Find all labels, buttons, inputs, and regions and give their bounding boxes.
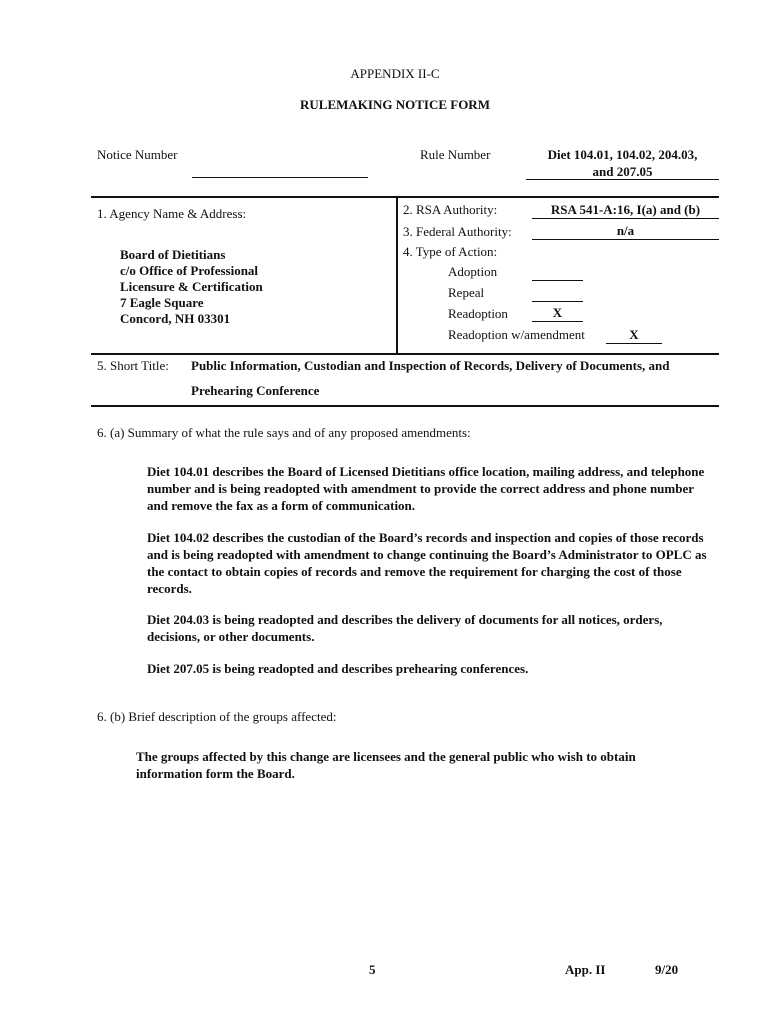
- summary-label: 6. (a) Summary of what the rule says and of any proposed amendments:: [97, 425, 471, 440]
- rule-number-line2: and 207.05: [592, 164, 653, 179]
- repeal-field[interactable]: [532, 301, 583, 302]
- agency-line-2: c/o Office of Professional: [120, 263, 259, 278]
- summary-paragraph-3: Diet 204.03 is being readopted and describes the delivery of documents for all notices, orders, decisions, or other documents.: [147, 612, 663, 644]
- readoption-amendment-mark[interactable]: X: [629, 327, 639, 342]
- repeal-label: Repeal: [448, 285, 485, 300]
- summary-paragraph-2: Diet 104.02 describes the custodian of the Board’s records and inspection and copies of those records and is being readopted with amendment to change continuing the Board’s Administrator to OPLC as the contact to obtain copies of records and remove the requirement for charging the cost of those records.: [147, 530, 707, 596]
- page-number: 5: [369, 962, 376, 977]
- groups-label: 6. (b) Brief description of the groups affected:: [97, 709, 337, 724]
- appendix-label: APPENDIX II-C: [350, 66, 440, 81]
- adoption-field[interactable]: [532, 280, 583, 281]
- revision-date: 9/20: [655, 962, 679, 977]
- federal-authority-value: n/a: [616, 223, 635, 238]
- appendix-footer: App. II: [565, 962, 606, 977]
- rsa-authority-underline: [532, 218, 719, 219]
- readoption-underline: [532, 321, 583, 322]
- agency-line-4: 7 Eagle Square: [120, 295, 204, 310]
- short-title-line2: Prehearing Conference: [191, 383, 320, 398]
- type-of-action-label: 4. Type of Action:: [403, 244, 498, 259]
- summary-paragraph-1: Diet 104.01 describes the Board of Licensed Dietitians office location, mailing address, and telephone number and is being readopted with amendment to provide the correct address and phone number and remove the fax as a form of communication.: [147, 464, 705, 513]
- federal-authority-label: 3. Federal Authority:: [403, 224, 512, 239]
- readoption-label: Readoption: [448, 306, 508, 321]
- agency-line-5: Concord, NH 03301: [120, 311, 231, 326]
- short-title-line1: Public Information, Custodian and Inspection of Records, Delivery of Documents, and: [191, 358, 670, 373]
- rule-number-underline: [526, 179, 719, 180]
- federal-authority-underline: [532, 239, 719, 240]
- agency-label: 1. Agency Name & Address:: [97, 206, 247, 221]
- section-divider-middle: [91, 353, 719, 355]
- readoption-mark[interactable]: X: [552, 305, 563, 320]
- section-divider-top: [91, 196, 719, 198]
- adoption-label: Adoption: [448, 264, 498, 279]
- groups-text: The groups affected by this change are licensees and the general public who wish to obtain information form the Board.: [136, 749, 636, 781]
- rsa-authority-value: RSA 541-A:16, I(a) and (b): [550, 202, 701, 217]
- section-divider-bottom: [91, 405, 719, 407]
- form-title: RULEMAKING NOTICE FORM: [300, 97, 490, 112]
- notice-number-field[interactable]: [192, 177, 368, 178]
- agency-line-3: Licensure & Certification: [120, 279, 263, 294]
- agency-line-1: Board of Dietitians: [120, 247, 226, 262]
- section-divider-vertical: [396, 196, 398, 354]
- notice-number-label: Notice Number: [97, 147, 178, 162]
- summary-paragraph-4: Diet 207.05 is being readopted and describes prehearing conferences.: [147, 661, 529, 676]
- rule-number-line1: Diet 104.01, 104.02, 204.03,: [547, 147, 698, 162]
- readoption-amendment-underline: [606, 343, 662, 344]
- rule-number-label: Rule Number: [420, 147, 491, 162]
- rsa-authority-label: 2. RSA Authority:: [403, 202, 498, 217]
- short-title-label: 5. Short Title:: [97, 358, 169, 373]
- readoption-amendment-label: Readoption w/amendment: [448, 327, 585, 342]
